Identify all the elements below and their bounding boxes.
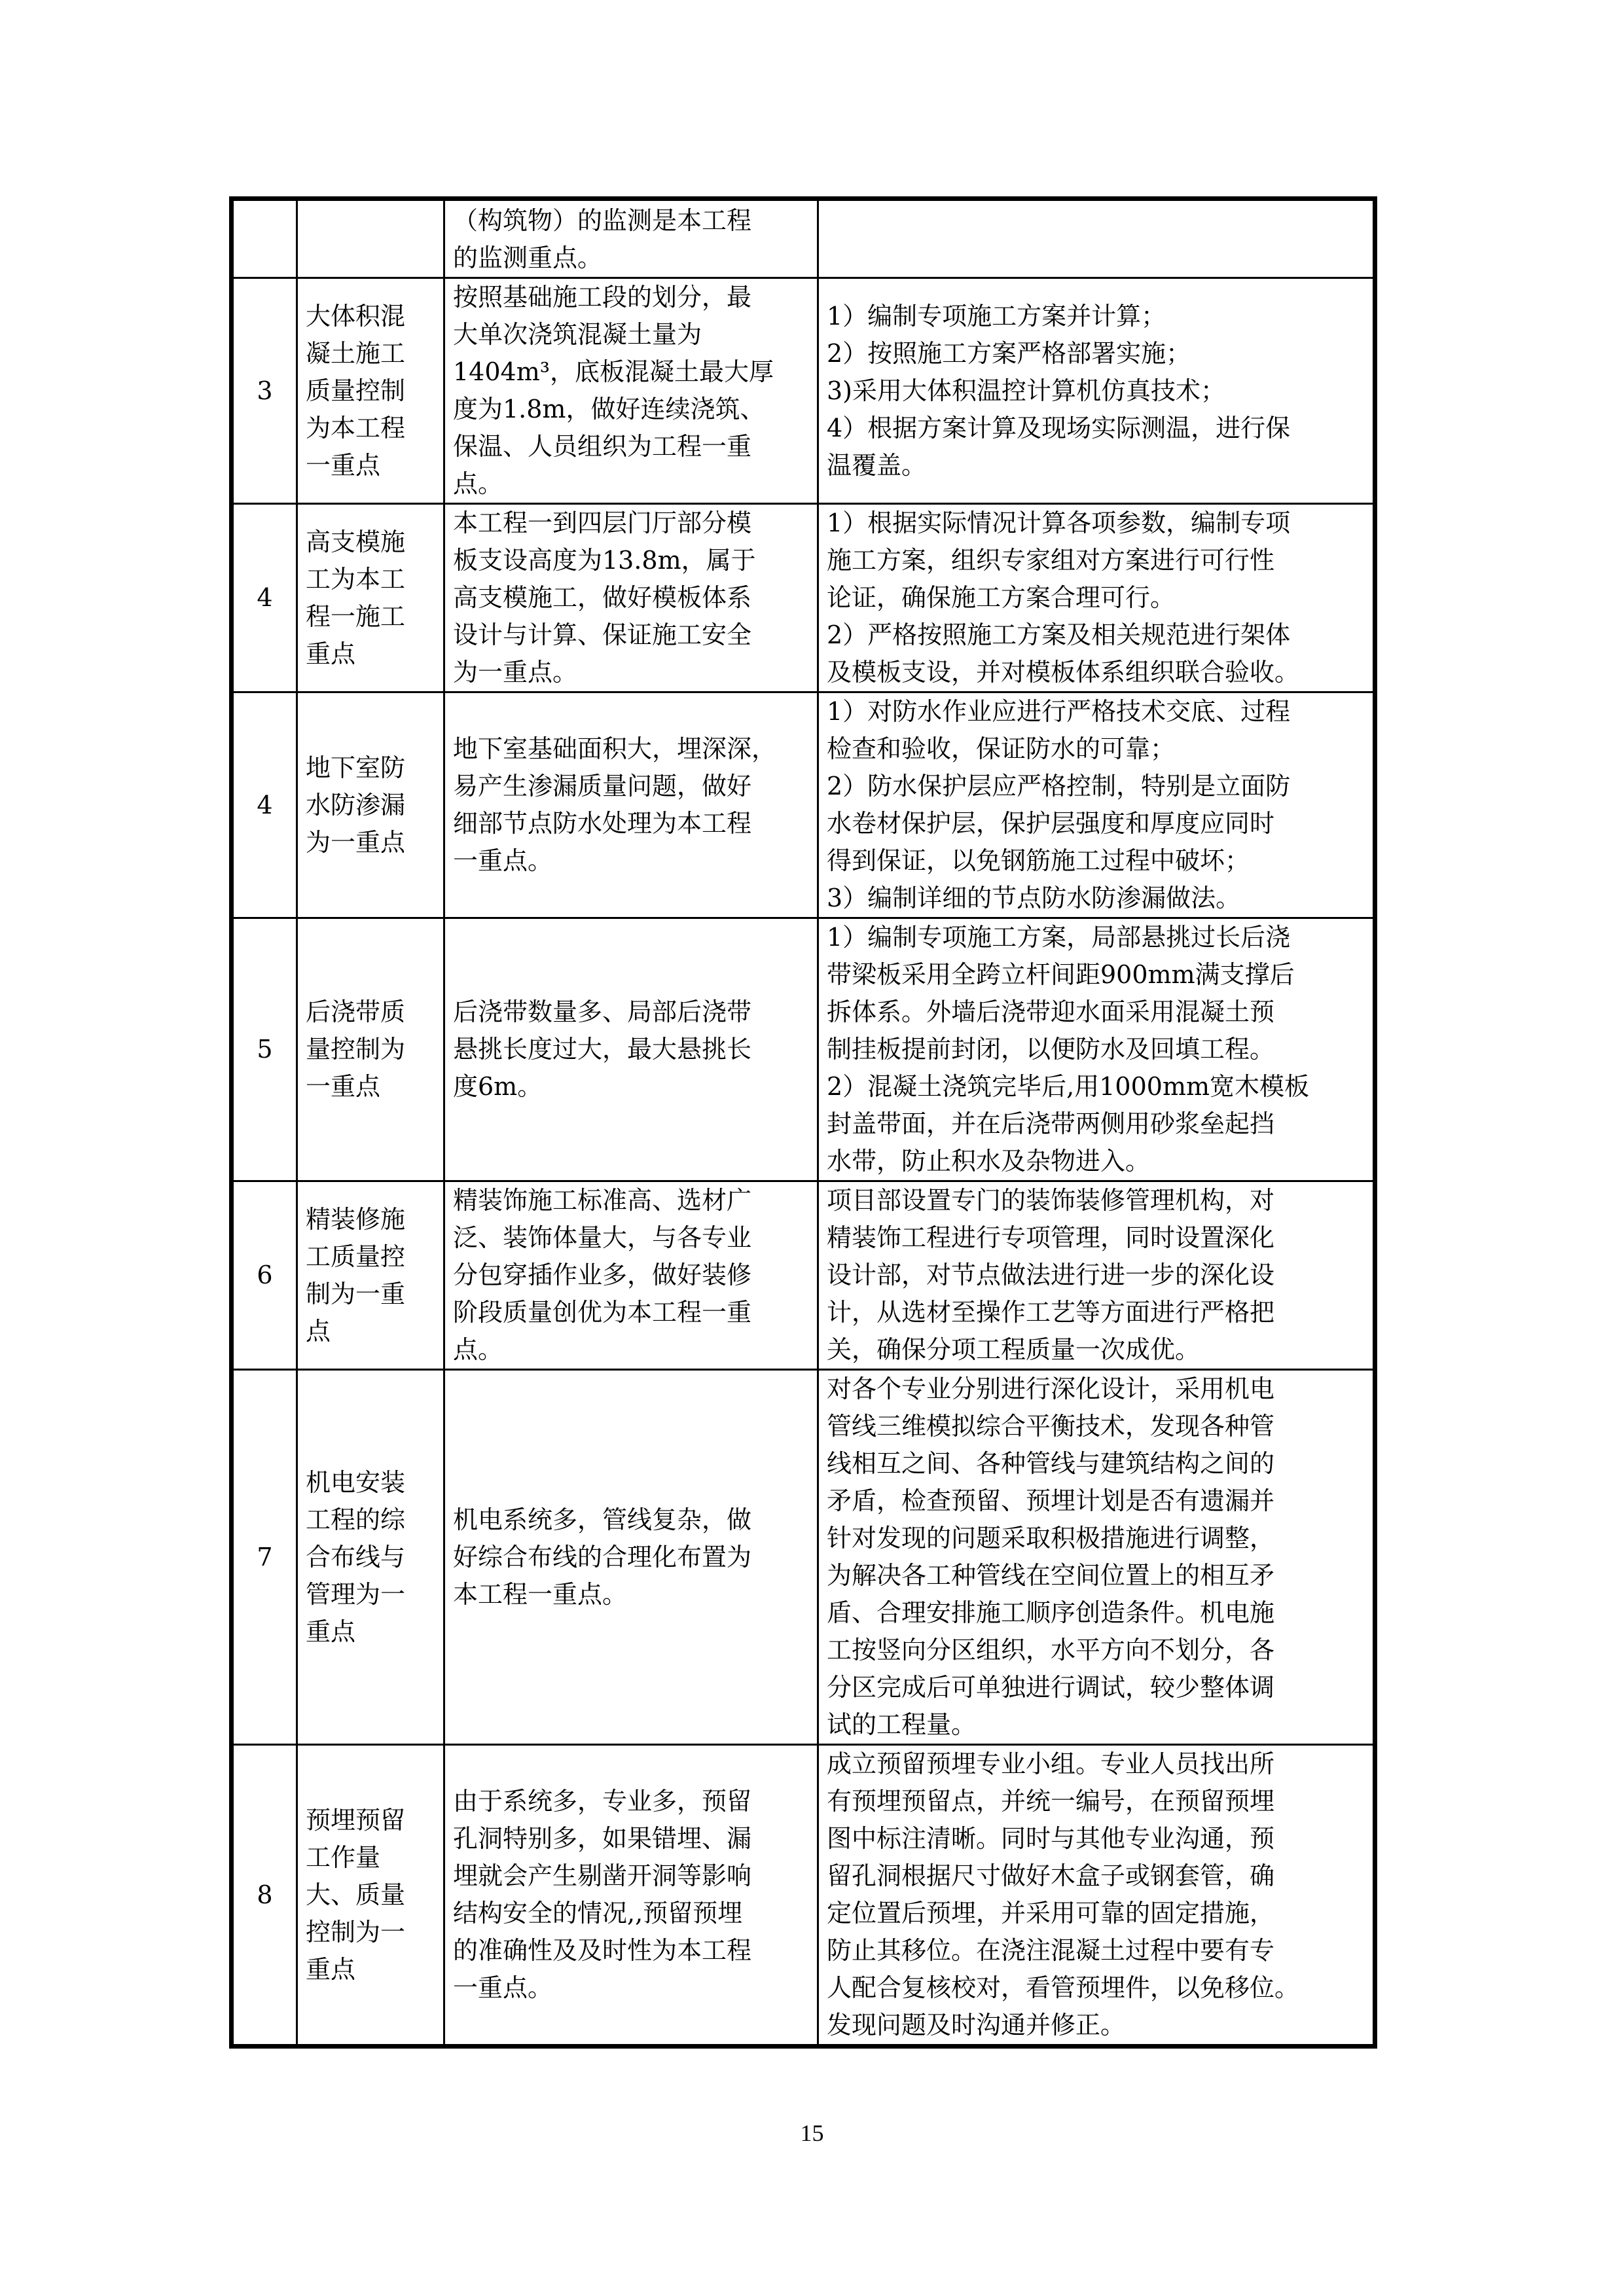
- text-line: 2）按照施工方案严格部署实施；: [827, 338, 1191, 368]
- text-line: 精装饰工程进行专项管理，同时设置深化: [827, 1223, 1275, 1252]
- text-line: 发现问题及时沟通并修正。: [827, 2011, 1126, 2039]
- text-line: 好综合布线的合理化布置为: [453, 1542, 752, 1571]
- text-line: 的监测重点。: [453, 243, 603, 272]
- text-line: 施工方案，组织专家组对方案进行可行性: [827, 546, 1275, 575]
- key-point-description: [444, 692, 818, 918]
- table-row: [232, 918, 1375, 1181]
- text-line: 图中标注清晰。同时与其他专业沟通，预: [827, 1824, 1275, 1853]
- text-line: 管理为一: [306, 1579, 406, 1609]
- key-point-description: [444, 1181, 818, 1370]
- text-line: 度为1.8m，做好连续浇筑、: [453, 395, 765, 423]
- key-point-measures: [818, 278, 1375, 504]
- row-number: 7: [232, 1370, 297, 1745]
- text-line: 点: [306, 1316, 331, 1346]
- text-line: 工为本工: [306, 564, 406, 594]
- text-line: 大体积混: [306, 301, 406, 331]
- text-line: 泛、装饰体量大，与各专业: [453, 1223, 752, 1252]
- text-line: 分包穿插作业多，做好装修: [453, 1261, 752, 1289]
- key-point-title: [297, 278, 444, 504]
- text-line: 温覆盖。: [827, 450, 927, 480]
- text-line: 埋就会产生剔凿开洞等影响: [453, 1861, 752, 1890]
- page-number: 15: [800, 2120, 824, 2146]
- table-row: [232, 504, 1375, 692]
- text-line: 2）严格按照施工方案及相关规范进行架体: [827, 620, 1291, 649]
- text-line: 的准确性及及时性为本工程: [453, 1936, 752, 1965]
- text-line: 计，从选材至操作工艺等方面进行严格把: [827, 1298, 1275, 1327]
- text-line: 3）编制详细的节点防水防渗漏做法。: [827, 884, 1241, 912]
- text-line: 2）混凝土浇筑完毕后,用1000mm宽木模板: [827, 1072, 1310, 1101]
- text-line: 工作量: [306, 1842, 381, 1872]
- text-line: 为一重点。: [453, 658, 578, 687]
- key-points-table: [229, 196, 1377, 2049]
- text-line: 一重点。: [453, 1973, 553, 2002]
- text-line: 检查和验收，保证防水的可靠；: [827, 734, 1176, 763]
- text-line: 质量控制: [306, 376, 406, 405]
- row-number: 8: [232, 1745, 297, 2047]
- text-line: 大、质量: [306, 1880, 406, 1909]
- text-line: 度6m。: [453, 1072, 543, 1101]
- text-line: 设计部，对节点做法进行进一步的深化设: [827, 1261, 1275, 1289]
- text-line: 管线三维模拟综合平衡技术，发现各种管: [827, 1412, 1275, 1441]
- text-line: 防止其移位。在浇注混凝土过程中要有专: [827, 1936, 1275, 1965]
- text-line: 为一重点: [306, 827, 406, 857]
- text-line: 工质量控: [306, 1242, 406, 1271]
- key-point-description: [444, 918, 818, 1181]
- key-point-description: [444, 199, 818, 278]
- text-line: 合布线与: [306, 1542, 406, 1571]
- text-line: 水卷材保护层，保护层强度和厚度应同时: [827, 809, 1275, 838]
- text-line: 点。: [453, 1335, 503, 1364]
- key-point-measures: [818, 504, 1375, 692]
- text-line: 1）对防水作业应进行严格技术交底、过程: [827, 697, 1291, 726]
- key-point-title: [297, 1370, 444, 1745]
- text-line: 成立预留预埋专业小组。专业人员找出所: [827, 1749, 1275, 1778]
- key-point-measures: [818, 1745, 1375, 2047]
- text-line: 封盖带面，并在后浇带两侧用砂浆垒起挡: [827, 1109, 1275, 1138]
- text-line: 得到保证，以免钢筋施工过程中破坏；: [827, 846, 1250, 875]
- key-point-description: [444, 504, 818, 692]
- text-line: 留孔洞根据尺寸做好木盒子或钢套管，确: [827, 1861, 1275, 1890]
- text-line: 凝土施工: [306, 338, 406, 368]
- text-line: 3)采用大体积温控计算机仿真技术；: [827, 376, 1226, 405]
- text-line: 水防渗漏: [306, 790, 406, 819]
- key-point-title: [297, 504, 444, 692]
- text-line: 细部节点防水处理为本工程: [453, 809, 752, 838]
- text-line: 盾、合理安排施工顺序创造条件。机电施: [827, 1598, 1275, 1627]
- text-line: 有预埋预留点，并统一编号，在预留预埋: [827, 1787, 1275, 1816]
- row-number: 4: [232, 692, 297, 918]
- text-line: 本工程一到四层门厅部分模: [453, 509, 752, 537]
- table-row: [232, 199, 1375, 278]
- text-line: 预埋预留: [306, 1805, 406, 1835]
- key-point-title: [297, 1745, 444, 2047]
- text-line: 人配合复核校对，看管预埋件，以免移位。: [827, 1973, 1300, 2002]
- text-line: 机电安装: [306, 1467, 406, 1497]
- table-row: [232, 1181, 1375, 1370]
- key-point-measures: [818, 918, 1375, 1181]
- text-line: 及模板支设，并对模板体系组织联合验收。: [827, 658, 1300, 687]
- text-line: 分区完成后可单独进行调试，较少整体调: [827, 1673, 1275, 1702]
- row-number: 3: [232, 278, 297, 504]
- row-number: 6: [232, 1181, 297, 1370]
- text-line: 后浇带数量多、局部后浇带: [453, 997, 752, 1026]
- text-line: 定位置后预埋，并采用可靠的固定措施，: [827, 1899, 1275, 1928]
- text-line: 制挂板提前封闭，以便防水及回填工程。: [827, 1035, 1275, 1064]
- text-line: 量控制为: [306, 1035, 406, 1064]
- text-line: 按照基础施工段的划分，最: [453, 283, 752, 312]
- text-line: 保温、人员组织为工程一重: [453, 432, 752, 461]
- text-line: 论证，确保施工方案合理可行。: [827, 583, 1176, 612]
- key-point-measures: [818, 1181, 1375, 1370]
- table-row: [232, 1745, 1375, 2047]
- text-line: 针对发现的问题采取积极措施进行调整，: [827, 1524, 1275, 1552]
- text-line: 重点: [306, 1954, 356, 1984]
- text-line: 4）根据方案计算及现场实际测温，进行保: [827, 413, 1291, 442]
- key-point-description: [444, 278, 818, 504]
- text-line: 精装饰施工标准高、选材广: [453, 1186, 752, 1215]
- text-line: 板支设高度为13.8m，属于: [453, 546, 756, 575]
- text-line: 程一施工: [306, 601, 406, 631]
- text-line: 矛盾，检查预留、预埋计划是否有遗漏并: [827, 1486, 1275, 1515]
- text-line: 为解决各工种管线在空间位置上的相互矛: [827, 1561, 1275, 1590]
- text-line: 精装修施: [306, 1204, 406, 1234]
- key-point-measures: [818, 1370, 1375, 1745]
- text-line: 一重点。: [453, 846, 553, 875]
- text-line: 拆体系。外墙后浇带迎水面采用混凝土预: [827, 997, 1275, 1026]
- text-line: 结构安全的情况,,预留预埋: [453, 1899, 743, 1928]
- text-line: 1）根据实际情况计算各项参数，编制专项: [827, 509, 1291, 537]
- text-line: 大单次浇筑混凝土量为: [453, 320, 702, 349]
- text-line: 高支模施: [306, 527, 406, 556]
- table-body: [232, 199, 1375, 2047]
- text-line: （构筑物）的监测是本工程: [453, 206, 752, 235]
- text-line: 后浇带质: [306, 997, 406, 1026]
- text-line: 由于系统多，专业多，预留: [453, 1787, 752, 1816]
- row-number: [232, 199, 297, 278]
- text-line: 易产生渗漏质量问题，做好: [453, 772, 752, 800]
- text-line: 为本工程: [306, 413, 406, 442]
- text-line: 重点: [306, 639, 356, 668]
- table-row: [232, 1370, 1375, 1745]
- text-line: 工程的综: [306, 1505, 406, 1534]
- text-line: 重点: [306, 1617, 356, 1646]
- key-point-title: [297, 692, 444, 918]
- key-point-description: [444, 1370, 818, 1745]
- text-line: 一重点: [306, 1072, 381, 1101]
- text-line: 控制为一: [306, 1917, 406, 1946]
- text-line: 带梁板采用全跨立杆间距900mm满支撑后: [827, 960, 1295, 989]
- text-line: 机电系统多，管线复杂，做: [453, 1505, 752, 1534]
- text-line: 点。: [453, 469, 503, 498]
- text-line: 水带，防止积水及杂物进入。: [827, 1147, 1151, 1175]
- text-line: 悬挑长度过大，最大悬挑长: [453, 1035, 752, 1064]
- key-point-title: [297, 199, 444, 278]
- text-line: 线相互之间、各种管线与建筑结构之间的: [827, 1449, 1275, 1478]
- row-number: 4: [232, 504, 297, 692]
- key-point-description: [444, 1745, 818, 2047]
- key-point-measures: [818, 199, 1375, 278]
- text-line: 项目部设置专门的装饰装修管理机构，对: [827, 1186, 1275, 1215]
- key-point-measures: [818, 692, 1375, 918]
- text-line: 地下室基础面积大，埋深深，: [453, 734, 777, 763]
- text-line: 制为一重: [306, 1279, 406, 1308]
- text-line: 2）防水保护层应严格控制，特别是立面防: [827, 772, 1291, 800]
- text-line: 对各个专业分别进行深化设计，采用机电: [827, 1374, 1275, 1403]
- text-line: 地下室防: [306, 753, 406, 782]
- text-line: 孔洞特别多，如果错埋、漏: [453, 1824, 752, 1853]
- text-line: 关，确保分项工程质量一次成优。: [827, 1335, 1200, 1364]
- table-row: [232, 692, 1375, 918]
- key-point-title: [297, 918, 444, 1181]
- row-number: 5: [232, 918, 297, 1181]
- text-line: 高支模施工，做好模板体系: [453, 583, 752, 612]
- text-line: 本工程一重点。: [453, 1579, 628, 1609]
- text-line: 阶段质量创优为本工程一重: [453, 1298, 752, 1327]
- text-line: 1）编制专项施工方案并计算；: [827, 301, 1166, 331]
- text-line: 一重点: [306, 450, 381, 480]
- text-line: 试的工程量。: [827, 1710, 977, 1739]
- text-line: 工按竖向分区组织，水平方向不划分，各: [827, 1636, 1275, 1664]
- text-line: 1404m³，底板混凝土最大厚: [453, 357, 774, 386]
- text-line: 设计与计算、保证施工安全: [453, 620, 752, 649]
- table-row: [232, 278, 1375, 504]
- text-line: 1）编制专项施工方案，局部悬挑过长后浇: [827, 923, 1291, 952]
- key-point-title: [297, 1181, 444, 1370]
